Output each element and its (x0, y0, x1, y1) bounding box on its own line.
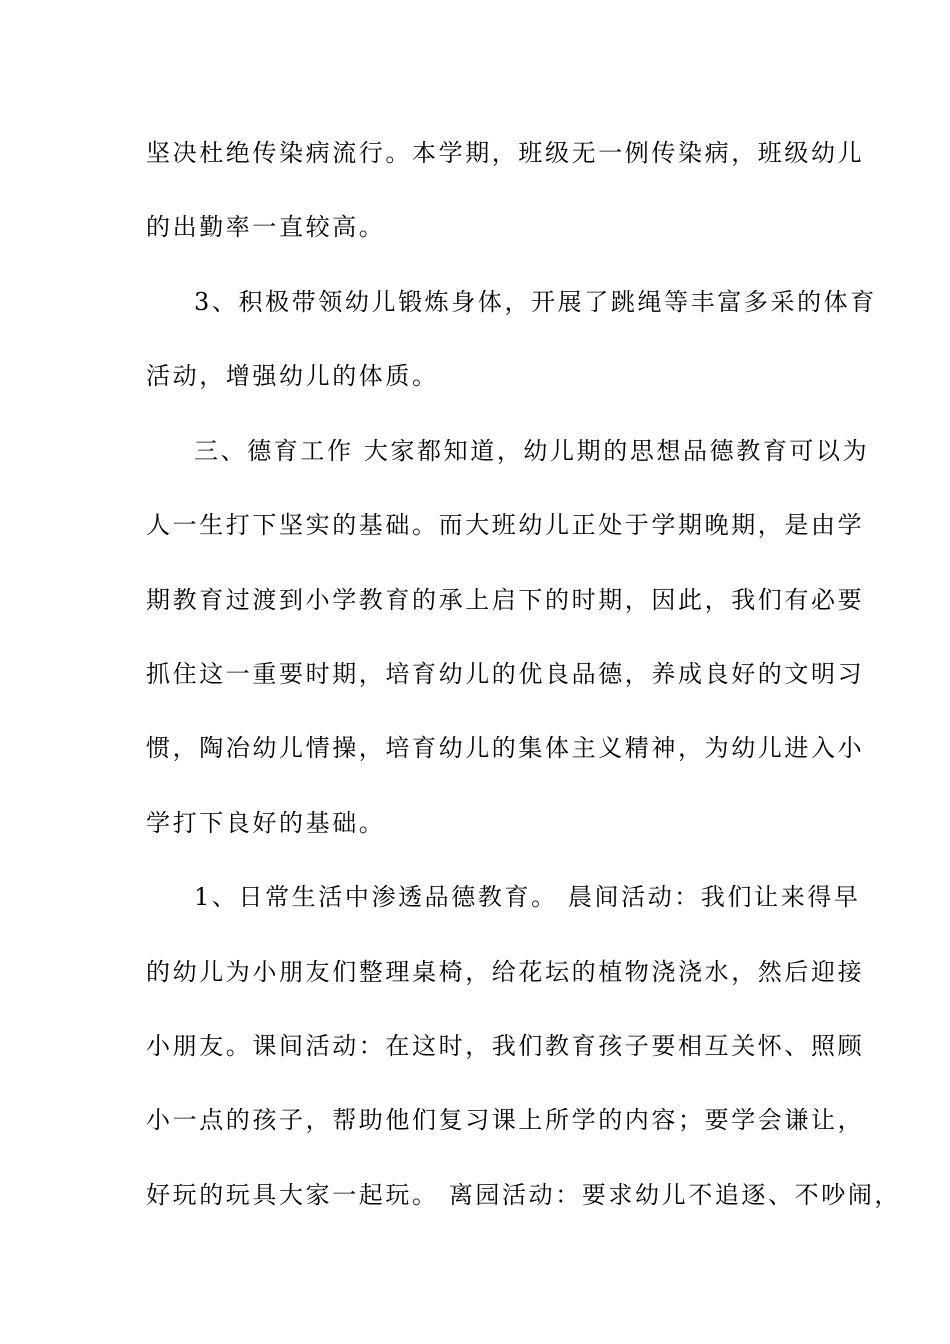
text-line: 1、日常生活中渗透品德教育。 晨间活动：我们让来得早 (194, 883, 861, 911)
text-line: 活动，增强幼儿的体质。 (146, 362, 439, 390)
text-line: 期教育过渡到小学教育的承上启下的时期，因此，我们有必要 (146, 586, 865, 614)
text-line: 三、德育工作 大家都知道，幼儿期的思想品德教育可以为 (194, 437, 870, 465)
text-line: 好玩的玩具大家一起玩。 离园活动：要求幼儿不追逐、不吵闹， (146, 1181, 902, 1209)
text-line: 的出勤率一直较高。 (146, 213, 386, 241)
text-line: 人一生打下坚实的基础。而大班幼儿正处于学期晚期，是由学 (146, 511, 865, 539)
text-line: 坚决杜绝传染病流行。本学期，班级无一例传染病，班级幼儿 (146, 139, 865, 167)
text-line: 的幼儿为小朋友们整理桌椅，给花坛的植物浇浇水，然后迎接 (146, 958, 865, 986)
text-line: 小一点的孩子，帮助他们复习课上所学的内容；要学会谦让， (146, 1106, 865, 1134)
text-line: 3、积极带领幼儿锻炼身体，开展了跳绳等丰富多采的体育 (194, 288, 877, 316)
text-line: 小朋友。课间活动：在这时，我们教育孩子要相互关怀、照顾 (146, 1032, 865, 1060)
text-line: 惯，陶冶幼儿情操，培育幼儿的集体主义精神，为幼儿进入小 (146, 734, 865, 762)
text-line: 学打下良好的基础。 (146, 809, 386, 837)
text-line: 抓住这一重要时期，培育幼儿的优良品德，养成良好的文明习 (146, 660, 865, 688)
